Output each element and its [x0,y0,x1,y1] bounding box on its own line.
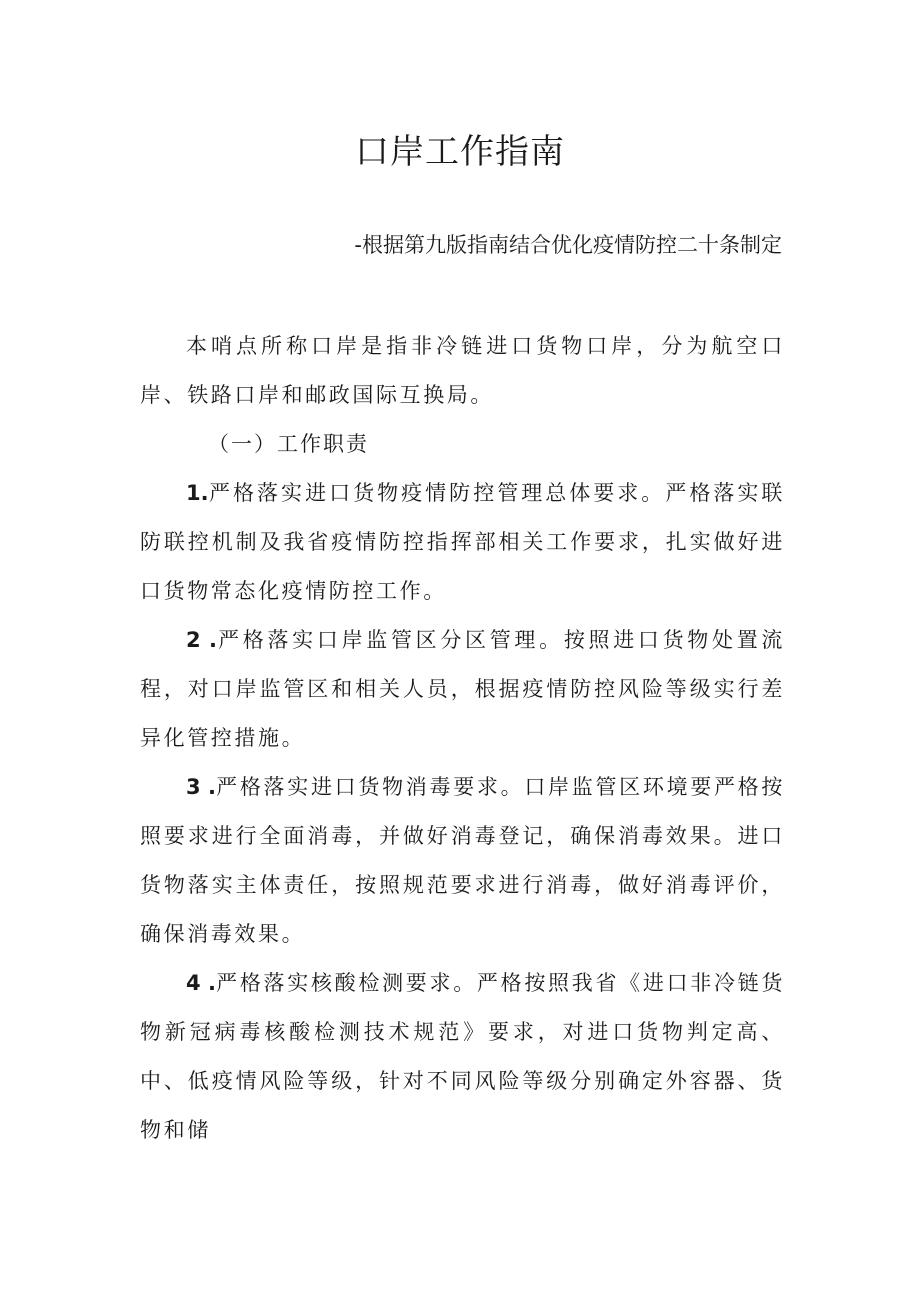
list-item [140,616,785,763]
section-heading: （一）工作职责 [208,432,369,456]
list-item [140,763,785,959]
intro-paragraph: 本哨点所称口岸是指非冷链进口货物口岸，分为航空口岸、铁路口岸和邮政国际互换局。 [140,334,785,407]
document-subtitle: -根据第九版指南结合优化疫情防控二十条制定 [354,233,782,257]
item-text: 严格落实进口货物消毒要求。口岸监管区环境要严格按照要求进行全面消毒，并做好消毒登记，确保消毒效果。进口货物落实主体责任，按照规范要求进行消毒，做好消毒评价，确保消毒效果。 [140,775,785,946]
list-item [140,469,785,616]
document-body [140,322,785,1155]
item-number: 2 . [186,628,217,652]
item-number: 3 . [186,775,217,799]
item-number: 1. [186,481,209,505]
item-text: 严格落实进口货物疫情防控管理总体要求。严格落实联防联控机制及我省疫情防控指挥部相关工作要求，扎实做好进口货物常态化疫情防控工作。 [140,481,785,603]
item-text: 严格落实口岸监管区分区管理。按照进口货物处置流程，对口岸监管区和相关人员，根据疫情防控风险等级实行差异化管控措施。 [140,628,785,750]
list-item [140,959,785,1155]
item-number: 4 . [186,971,217,995]
item-text: 严格落实核酸检测要求。严格按照我省《进口非冷链货物新冠病毒核酸检测技术规范》要求，对进口货物判定高、中、低疫情风险等级，针对不同风险等级分别确定外容器、货物和储 [140,971,785,1142]
document-title: 口岸工作指南 [355,132,565,172]
